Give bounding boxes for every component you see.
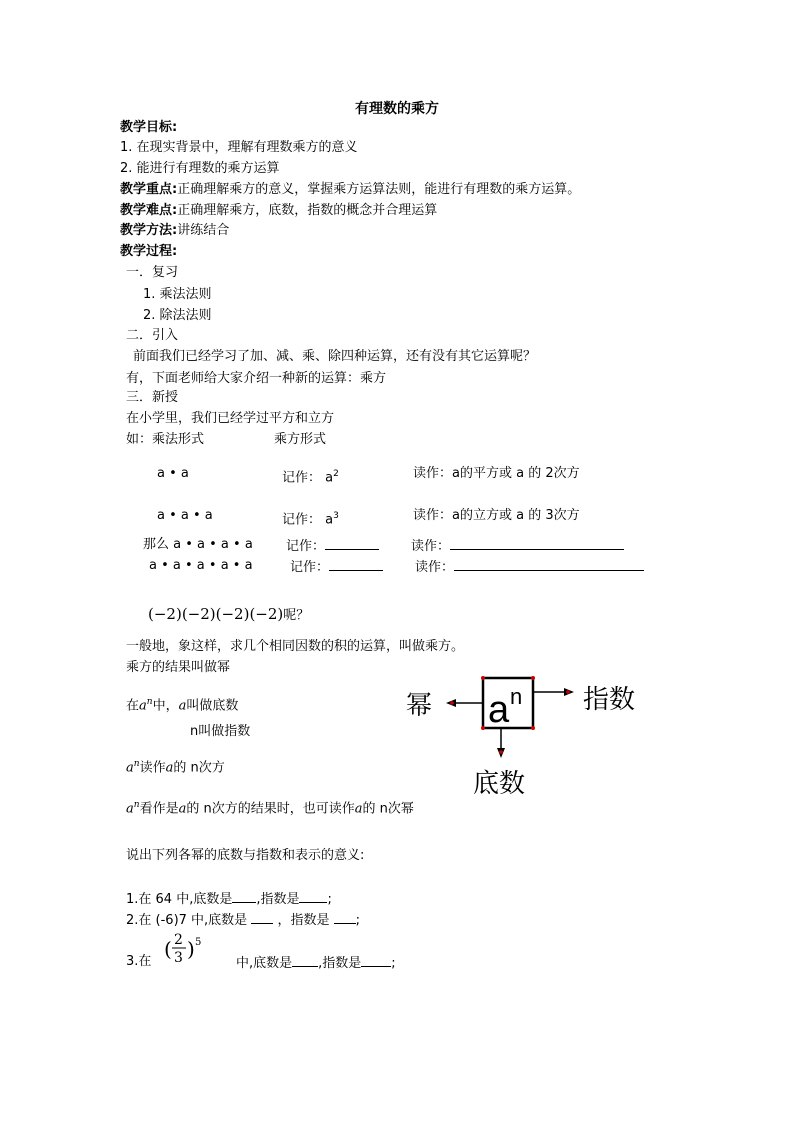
blank-row-1-record-label: 记作： (286, 539, 326, 554)
method (120, 223, 229, 239)
fraction-paren-close: ) (187, 937, 195, 961)
negative-power-question (148, 604, 309, 626)
exercise-heading: 说出下列各幂的底数与指数和表示的意义: (126, 848, 365, 863)
intro-heading: 二．引入 (126, 328, 179, 343)
an-base-desc: 叫做底数 (186, 698, 239, 714)
exercise-q3 (236, 954, 396, 972)
row-1-read: 读作：a的平方或 a 的 2次方 (413, 466, 580, 481)
row-2-record-base: a (325, 512, 334, 528)
negative-product-suffix: 呢？ (283, 608, 310, 623)
an-read-base: a (126, 760, 134, 776)
an-view-tail: 的 n次方的结果时，也可读作 (186, 801, 355, 817)
objective-item-2: 2. 能进行有理数的乘方运算 (120, 161, 280, 176)
blank-row-1-read-label: 读作： (411, 539, 451, 554)
diagram-handle (566, 690, 570, 694)
intro-line-1: 前面我们已经学习了加、减、乘、除四种运算，还有没有其它运算呢？ (133, 349, 537, 364)
q2-mid: ，指数是 (273, 913, 334, 928)
blank-line (292, 954, 318, 967)
q3-mid2: ,指数是 (318, 956, 362, 971)
negative-product-expr: (−2)(−2)(−2)(−2) (148, 605, 284, 623)
new-lesson-heading: 三．新授 (126, 390, 179, 405)
an-in-prefix: 在 (126, 698, 140, 714)
an-exp-desc: n叫做指数 (190, 724, 251, 739)
method-label: 教学方法: (120, 223, 178, 238)
power-diagram-svg (400, 670, 650, 800)
row-1-record-label: 记作： (282, 470, 322, 486)
q3-end: ; (391, 956, 396, 971)
blank-row-1-record (286, 537, 379, 555)
power-diagram (400, 670, 650, 800)
an-read-base-ref: a (165, 760, 174, 776)
exercise-q3-prefix: 3.在 (126, 954, 152, 969)
result-name-text: 乘方的结果叫做幂 (126, 660, 231, 675)
objective-item-1: 1. 在现实背景中，理解有理数乘方的意义 (120, 140, 358, 155)
fraction-paren-open: ( (164, 937, 172, 961)
difficulties-text: 正确理解乘方，底数，指数的概念并合理运算 (177, 203, 438, 218)
process-label: 教学过程: (120, 244, 178, 259)
diagram-handle (481, 676, 485, 680)
exercise-q2 (126, 911, 360, 929)
an-read-line (126, 756, 225, 776)
review-item-1: 1. 乘法法则 (143, 287, 212, 302)
blank-line (329, 558, 383, 571)
an-intro-line (126, 694, 238, 714)
key-points-label: 教学重点: (120, 182, 178, 197)
an-view-end: 的 n次幂 (362, 801, 414, 817)
row-1-record (282, 466, 339, 486)
an-read-suffix: 读作 (139, 760, 166, 776)
review-heading: 一．复习 (126, 265, 179, 280)
method-text: 讲练结合 (177, 223, 230, 238)
diagram-handle (481, 726, 485, 730)
blank-row-2-read (415, 558, 644, 576)
an-base-ref: a (178, 698, 187, 714)
row-2-record (282, 508, 339, 528)
fraction-denominator: 3 (174, 950, 183, 966)
q3-mid1: 中,底数是 (236, 956, 293, 971)
intro-line-2: 有，下面老师给大家介绍一种新的运算：乘方 (126, 371, 387, 386)
row-2-expr: a • a • a (157, 508, 213, 523)
col-mult-label: 如：乘法形式 (126, 432, 205, 447)
diagram-handle (450, 701, 454, 705)
row-2-record-label: 记作： (282, 512, 322, 528)
new-lesson-line-1: 在小学里，我们已经学过平方和立方 (126, 411, 335, 426)
fraction-numerator: 2 (174, 932, 183, 948)
an-view-exp: n (133, 800, 140, 810)
q1-pre: 1.在 64 中,底数是 (126, 892, 233, 907)
label-base: 底数 (473, 769, 526, 799)
q1-end: ; (327, 892, 332, 907)
diagram-handle (531, 676, 535, 680)
label-power: 幂 (406, 691, 433, 721)
key-points (120, 182, 580, 198)
blank-line (251, 911, 273, 924)
review-item-2: 2. 除法法则 (143, 308, 212, 323)
blank-line (325, 537, 379, 550)
blank-line (299, 890, 327, 903)
definition-text: 一般地，象这样，求几个相同因数的积的运算，叫做乘方。 (126, 639, 465, 654)
an-read-exp: n (133, 759, 140, 769)
an-view-base: a (126, 801, 134, 817)
q1-mid: ,指数是 (256, 892, 300, 907)
q2-pre: 2.在 (-6)7 中,底数是 (126, 913, 252, 928)
difficulties (120, 203, 437, 219)
page-title: 有理数的乘方 (355, 101, 439, 117)
row-1-record-base: a (325, 470, 334, 486)
an-in-mid: 中， (152, 698, 179, 714)
blank-row-1-read (411, 537, 624, 555)
diagram-handle (531, 726, 535, 730)
an-view-base-ref-2: a (354, 801, 363, 817)
blank-line (450, 537, 624, 550)
row-1-record-exp: 2 (333, 469, 339, 479)
diagram-handle (499, 750, 503, 754)
label-exponent: 指数 (583, 685, 636, 715)
an-exp: n (146, 697, 153, 707)
blank-row-2-record (290, 558, 383, 576)
fraction-svg (164, 928, 204, 968)
blank-row-2-read-label: 读作： (415, 560, 455, 575)
diagram-exp: n (510, 684, 523, 709)
blank-line (232, 890, 256, 903)
row-2-read: 读作：a的立方或 a 的 3次方 (413, 508, 580, 523)
blank-row-2-record-label: 记作： (290, 560, 330, 575)
exercise-q1 (126, 890, 332, 908)
an-base: a (139, 698, 147, 714)
blank-line (454, 558, 644, 571)
q2-end: ; (355, 913, 360, 928)
blank-line (361, 954, 391, 967)
fraction-power (164, 928, 204, 968)
an-view-mid: 看作是 (139, 801, 179, 817)
key-points-text: 正确理解乘方的意义，掌握乘方运算法则，能进行有理数的乘方运算。 (177, 182, 581, 197)
fraction-exponent: 5 (195, 937, 202, 948)
blank-row-2-expr: a • a • a • a • a (149, 558, 253, 573)
difficulties-label: 教学难点: (120, 203, 178, 218)
blank-line (334, 911, 356, 924)
an-read-tail: 的 n次方 (173, 760, 225, 776)
row-2-record-exp: 3 (333, 511, 339, 521)
diagram-base: a (488, 689, 510, 731)
blank-row-1-expr: 那么 a • a • a • a (143, 537, 253, 552)
an-view-line (126, 797, 414, 817)
objectives-label: 教学目标: (120, 120, 178, 135)
an-view-base-ref: a (178, 801, 187, 817)
col-power-label: 乘方形式 (274, 432, 327, 447)
row-1-expr: a • a (157, 466, 189, 481)
